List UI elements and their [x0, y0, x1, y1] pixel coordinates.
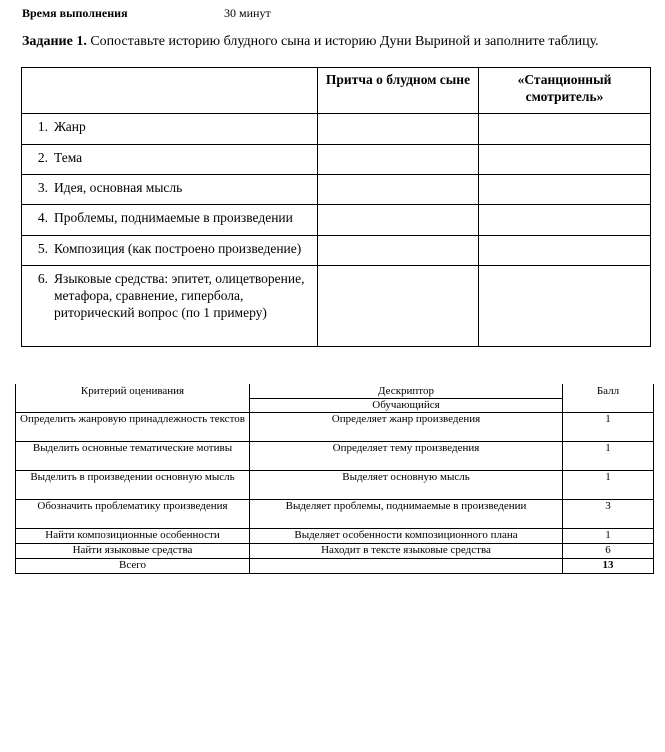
row-number: 3.	[37, 180, 48, 195]
total-row	[16, 559, 654, 574]
score-cell: 1	[563, 413, 654, 442]
row-number: 4.	[37, 210, 48, 225]
criterion-cell	[22, 114, 318, 145]
task-label: Задание 1.	[22, 34, 87, 49]
answer-cell-parable[interactable]	[318, 266, 479, 347]
row-label: Проблемы, поднимаемые в произведении	[54, 210, 293, 225]
criterion-cell: Найти композиционные особенности	[16, 529, 250, 544]
answer-cell-parable[interactable]	[318, 236, 479, 266]
table-row	[16, 529, 654, 544]
answer-cell-stationmaster[interactable]	[479, 205, 651, 236]
row-number: 5.	[37, 241, 48, 256]
score-cell: 6	[563, 544, 654, 559]
table-row	[22, 114, 651, 145]
grading-table	[15, 384, 654, 574]
criterion-cell: Выделить в произведении основную мысль	[16, 471, 250, 500]
table-row	[16, 413, 654, 442]
task-text: Сопоставьте историю блудного сына и историю Дуни Выриной и заполните таблицу.	[86, 34, 599, 49]
time-value: 30 минут	[224, 6, 271, 20]
criterion-cell	[22, 266, 318, 347]
table-row	[22, 266, 651, 347]
answer-cell-stationmaster[interactable]	[479, 266, 651, 347]
comparison-header-empty	[22, 68, 318, 114]
total-label: Всего	[16, 559, 250, 574]
comparison-header-row	[22, 68, 651, 114]
time-label: Время выполнения	[22, 6, 128, 20]
descriptor-cell: Определяет тему произведения	[250, 442, 563, 471]
answer-cell-parable[interactable]	[318, 145, 479, 175]
answer-cell-parable[interactable]	[318, 175, 479, 205]
criterion-cell	[22, 236, 318, 266]
criterion-cell: Выделить основные тематические мотивы	[16, 442, 250, 471]
task-title	[22, 34, 599, 50]
descriptor-cell: Определяет жанр произведения	[250, 413, 563, 442]
answer-cell-stationmaster[interactable]	[479, 175, 651, 205]
grading-header-student: Обучающийся	[250, 399, 563, 413]
grading-header-criterion: Критерий оценивания	[16, 384, 250, 413]
table-row	[22, 145, 651, 175]
answer-cell-stationmaster[interactable]	[479, 145, 651, 175]
descriptor-cell: Выделяет проблемы, поднимаемые в произведении	[250, 500, 563, 529]
comparison-table	[21, 67, 651, 347]
row-label: Языковые средства: эпитет, олицетворение, метафора, сравнение, гипербола, риторический вопрос (по 1 примеру)	[54, 271, 305, 320]
table-row	[16, 544, 654, 559]
answer-cell-parable[interactable]	[318, 114, 479, 145]
score-cell: 1	[563, 529, 654, 544]
score-cell: 1	[563, 471, 654, 500]
answer-cell-parable[interactable]	[318, 205, 479, 236]
criterion-cell: Найти языковые средства	[16, 544, 250, 559]
grading-header-descriptor: Дескриптор	[250, 384, 563, 399]
table-row	[16, 500, 654, 529]
criterion-cell: Определить жанровую принадлежность текстов	[16, 413, 250, 442]
descriptor-cell: Выделяет основную мысль	[250, 471, 563, 500]
row-label: Жанр	[54, 119, 86, 134]
criterion-cell	[22, 205, 318, 236]
table-row	[16, 442, 654, 471]
grading-header-row	[16, 384, 654, 399]
answer-cell-stationmaster[interactable]	[479, 114, 651, 145]
total-score: 13	[563, 559, 654, 574]
table-row	[22, 205, 651, 236]
score-cell: 1	[563, 442, 654, 471]
row-number: 1.	[37, 119, 48, 134]
row-label: Тема	[54, 150, 83, 165]
table-row	[22, 236, 651, 266]
grading-header-score: Балл	[563, 384, 654, 413]
criterion-cell: Обозначить проблематику произведения	[16, 500, 250, 529]
row-number: 6.	[37, 271, 48, 286]
table-row	[16, 471, 654, 500]
row-label: Композиция (как построено произведение)	[54, 241, 302, 256]
row-number: 2.	[37, 150, 48, 165]
comparison-header-stationmaster: «Станционный смотритель»	[479, 68, 651, 114]
table-row	[22, 175, 651, 205]
answer-cell-stationmaster[interactable]	[479, 236, 651, 266]
descriptor-cell: Находит в тексте языковые средства	[250, 544, 563, 559]
total-empty-cell	[250, 559, 563, 574]
criterion-cell	[22, 175, 318, 205]
descriptor-cell: Выделяет особенности композиционного плана	[250, 529, 563, 544]
row-label: Идея, основная мысль	[54, 180, 183, 195]
score-cell: 3	[563, 500, 654, 529]
comparison-header-parable: Притча о блудном сыне	[318, 68, 479, 114]
criterion-cell	[22, 145, 318, 175]
